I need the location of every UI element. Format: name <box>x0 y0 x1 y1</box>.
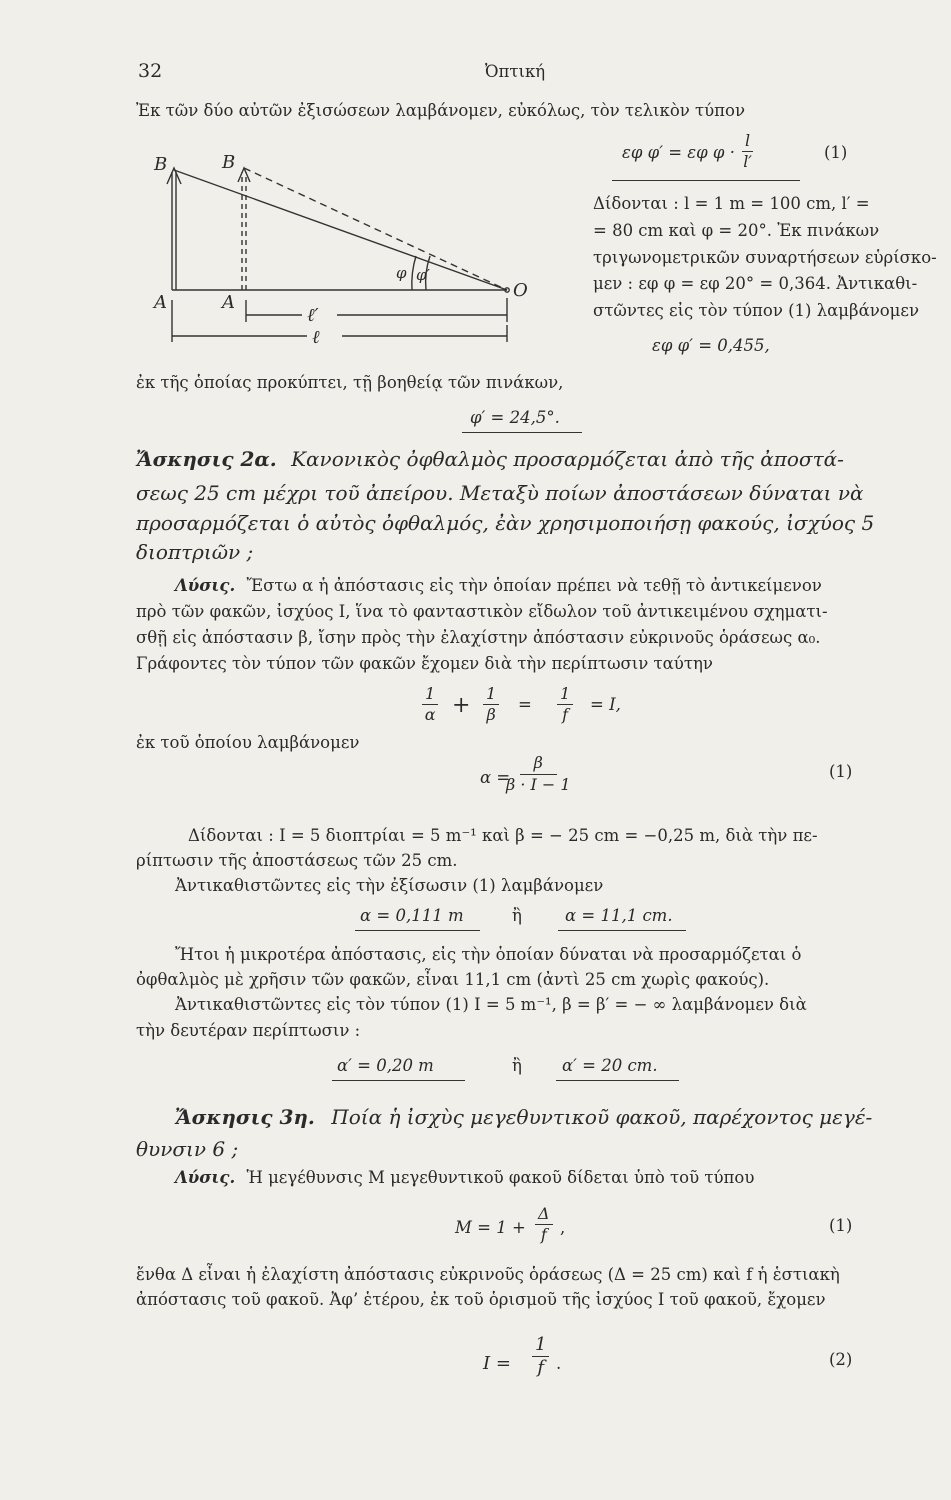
eq-phi-result: φ′ = 24,5°. <box>470 408 560 427</box>
lens-eq-sign: = <box>518 695 532 714</box>
ex2-q2: σεως 25 cm μέχρι τοῦ ἀπείρου. Μεταξὺ ποίων ἀποστάσεων δύναται νὰ <box>136 481 864 505</box>
ex3-s1: Ἡ μεγέθυνσις M μεγεθυντικοῦ φακοῦ δίδεται ὑπὸ τοῦ τύπου <box>246 1168 755 1187</box>
lens-frac1 <box>422 686 438 723</box>
eq-m-frac <box>535 1206 553 1243</box>
ex2-g1: Δίδονται : I = 5 διοπτρίαι = 5 m⁻¹ καὶ β = − 25 cm = −0,25 m, διὰ τὴν πε- <box>188 826 818 845</box>
eq-m-end: , <box>560 1218 566 1237</box>
ex2-q1: Κανονικὸς ὀφθαλμὸς προσαρμόζεται ἀπὸ τῆς ἀποστά- <box>291 447 844 471</box>
label-phi: φ <box>396 264 407 282</box>
ex3-q2: θυνσιν 6 ; <box>136 1137 239 1161</box>
label-l-prime: ℓ′ <box>307 305 319 326</box>
ex2-res1b-underline <box>558 930 686 931</box>
lens-frac2 <box>483 686 499 723</box>
label-l: ℓ <box>312 327 320 348</box>
ex2-res2b: α′ = 20 cm. <box>562 1056 658 1075</box>
ex2-or2: ἢ <box>512 1056 522 1075</box>
ex2-s2: πρὸ τῶν φακῶν, ἰσχύος I, ἵνα τὸ φανταστικὸν εἴδωλον τοῦ ἀντικειμένου σχηματι- <box>136 602 828 621</box>
ex3-q1: Ποία ἡ ἰσχὺς μεγεθυντικοῦ φακοῦ, παρέχοντος μεγέ- <box>331 1105 873 1129</box>
lens-d1: α <box>424 705 436 724</box>
lens-d2: β <box>486 705 496 724</box>
intro-text: Ἐκ τῶν δύο αὐτῶν ἐξισώσεων λαμβάνομεν, εὐκόλως, τὸν τελικὸν τύπον <box>136 101 745 120</box>
eq1-left: εφ φ′ = εφ φ · <box>622 143 735 162</box>
ex2-res1a-underline <box>355 930 480 931</box>
ex2-s3: σθῇ εἰς ἀπόστασιν β, ἴσην πρὸς τὴν ἐλαχίστην ἀπόστασιν εὐκρινοῦς ὁράσεως α₀. <box>136 628 821 647</box>
label-a1: A <box>222 292 235 313</box>
ex2-res2a: α′ = 0,20 m <box>337 1056 434 1075</box>
eq-i-frac <box>532 1336 549 1377</box>
lens-frac3 <box>557 686 573 723</box>
ex2-sol-row <box>175 578 822 595</box>
eq-m-num: Δ <box>535 1206 553 1225</box>
eq1-num: l <box>742 133 753 152</box>
ex2-res2b-underline <box>556 1080 679 1081</box>
eq-i-end: . <box>556 1354 562 1373</box>
given1-line3: τριγωνομετρικῶν συναρτήσεων εὑρίσκο- <box>593 248 937 267</box>
given1-line5: στῶντες εἰς τὸν τύπον (1) λαμβάνομεν <box>593 301 919 320</box>
ex2-sol-label: Λύσις. <box>175 576 236 595</box>
given1-line2: = 80 cm καὶ φ = 20°. Ἐκ πινάκων <box>593 221 880 240</box>
page-number: 32 <box>138 60 163 82</box>
label-b: B <box>154 154 168 175</box>
ex3-s3: ἀπόστασις τοῦ φακοῦ. Ἀφ’ ἑτέρου, ἐκ τοῦ ὁρισμοῦ τῆς ἰσχύος I τοῦ φακοῦ, ἔχομεν <box>136 1290 826 1309</box>
eq-alpha-left: α = <box>480 768 511 787</box>
lens-n3: 1 <box>557 686 573 705</box>
eq-tan-result: εφ φ′ = 0,455, <box>652 336 770 355</box>
eq1-underline <box>612 180 800 181</box>
given1-line4: μεν : εφ φ = εφ 20° = 0,364. Ἀντικαθι- <box>593 274 918 293</box>
ex3-title: Ἄσκησις 3η. <box>175 1105 315 1129</box>
eq-m-left: M = 1 + <box>455 1218 526 1237</box>
ex2-or1: ἢ <box>512 906 522 925</box>
eq-m-tag: (1) <box>829 1216 853 1235</box>
ex2-g3: Ἀντικαθιστῶντες εἰς τὴν ἐξίσωσιν (1) λαμβάνομεν <box>175 876 604 895</box>
ex2-res1b: α = 11,1 cm. <box>565 906 673 925</box>
eq-alpha-frac <box>506 755 571 793</box>
lens-n2: 1 <box>483 686 499 705</box>
given1-line1: Δίδονται : l = 1 m = 100 cm, l′ = <box>593 194 870 213</box>
ex2-s5: ἐκ τοῦ ὁποίου λαμβάνομεν <box>136 733 360 752</box>
eq-alpha-num: β <box>520 755 557 775</box>
lens-end: = I, <box>590 695 621 714</box>
ex2-g2: ρίπτωσιν τῆς ἀποστάσεως τῶν 25 cm. <box>136 851 458 870</box>
ex2-p1: Ἤτοι ἡ μικροτέρα ἀπόστασις, εἰς τὴν ὁποίαν δύναται νὰ προσαρμόζεται ὁ <box>175 945 802 964</box>
ex2-s1: Ἔστω α ἡ ἀπόστασις εἰς τὴν ὁποίαν πρέπει νὰ τεθῇ τὸ ἀντικείμενον <box>246 576 822 595</box>
label-b1: B <box>222 152 236 173</box>
optics-diagram <box>154 150 528 375</box>
ex2-p4: τὴν δευτέραν περίπτωσιν : <box>136 1021 361 1040</box>
eq-i-num: 1 <box>532 1336 549 1357</box>
lens-n1: 1 <box>422 686 438 705</box>
ex2-p2: ὀφθαλμὸς μὲ χρῆσιν τῶν φακῶν, εἶναι 11,1 cm (ἀντὶ 25 cm χωρὶς φακούς). <box>136 970 770 989</box>
eq-alpha-tag: (1) <box>829 762 853 781</box>
ex2-res1a: α = 0,111 m <box>360 906 464 925</box>
eq-m-den: f <box>540 1225 547 1244</box>
ex3-sol-label: Λύσις. <box>175 1168 236 1187</box>
ex2-p3: Ἀντικαθιστῶντες εἰς τὸν τύπον (1) I = 5 m⁻¹, β = β′ = − ∞ λαμβάνομεν διὰ <box>175 995 807 1014</box>
ex3-title-row <box>175 1107 872 1127</box>
ex3-sol-row <box>175 1170 754 1187</box>
eq-i-left: I = <box>483 1353 511 1374</box>
ex3-s2: ἔνθα Δ εἶναι ἡ ἐλαχίστη ἀπόστασις εὐκρινοῦς ὁράσεως (Δ = 25 cm) καὶ f ἡ ἑστιακὴ <box>136 1265 840 1284</box>
lens-plus: + <box>452 693 471 718</box>
text-help: ἐκ τῆς ὁποίας προκύπτει, τῇ βοηθείᾳ τῶν πινάκων, <box>136 373 564 392</box>
label-o: O <box>513 280 528 301</box>
running-title: Ὀπτική <box>485 62 546 81</box>
eq-i-den: f <box>537 1357 545 1378</box>
ex2-q4: διοπτριῶν ; <box>136 540 254 564</box>
label-phi-prime: φ′ <box>416 266 430 284</box>
ex2-q3: προσαρμόζεται ὁ αὐτὸς ὀφθαλμός, ἐὰν χρησιμοποιήσῃ φακούς, ἰσχύος 5 <box>136 511 875 535</box>
label-a: A <box>154 292 167 313</box>
ex2-title-row <box>136 449 844 469</box>
eq1-fraction <box>742 133 753 170</box>
eq-phi-underline <box>462 432 582 433</box>
ex2-res2a-underline <box>332 1080 465 1081</box>
lens-d3: f <box>562 705 569 724</box>
eq-i-tag: (2) <box>829 1350 853 1369</box>
ex2-s4: Γράφοντες τὸν τύπον τῶν φακῶν ἔχομεν διὰ τὴν περίπτωσιν ταύτην <box>136 654 713 673</box>
eq-alpha-den: β · I − 1 <box>506 775 571 794</box>
eq1-den: l′ <box>743 152 752 171</box>
ex2-title: Ἄσκησις 2α. <box>136 447 277 471</box>
eq1-tag: (1) <box>824 143 848 162</box>
